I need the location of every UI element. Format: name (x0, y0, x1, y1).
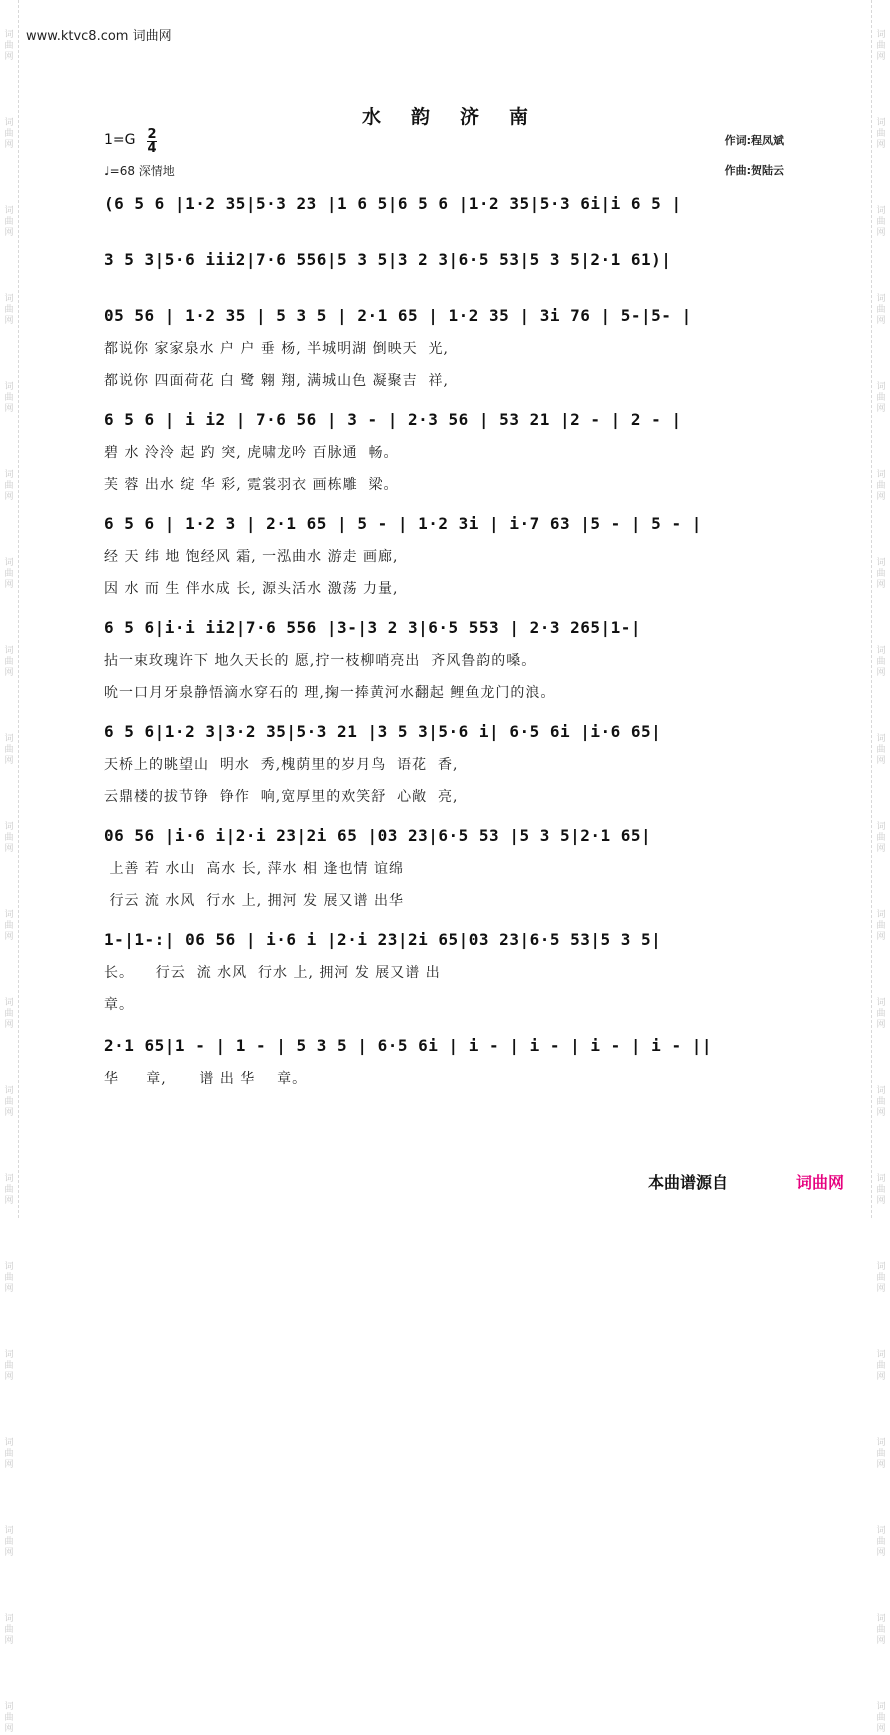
lyric-line: 经 天 纬 地 饱经风 霜, 一泓曲水 游走 画廊, (104, 549, 399, 565)
lyricist-credit: 作词:程凤斌 (724, 134, 784, 147)
music-line-8: 06 56 |i·6 i|2·i 23|2i 65 |03 23|6·5 53 |5 3 5|2·1 65| (104, 826, 652, 845)
left-watermark-strip (0, 0, 19, 1734)
music-line-6: 6 5 6|i·i ii2|7·6 556 |3-|3 2 3|6·5 553 | 2·3 265|1-| (104, 618, 642, 637)
lyric-line: 华 章, 谱 出 华 章。 (104, 1071, 308, 1087)
lyric-line: 上善 若 水山 高水 长, 萍水 相 逢也情 谊绵 (104, 861, 404, 877)
right-watermark-strip (871, 0, 890, 1734)
music-line-4: 6 5 6 | i i2 | 7·6 56 | 3 - | 2·3 56 | 53 21 |2 - | 2 - | (104, 410, 682, 429)
lyric-line: 拈一束玫瑰许下 地久天长的 愿,拧一枝柳哨亮出 齐风鲁韵的嗓。 (104, 653, 537, 669)
time-signature-top: 2 (147, 127, 157, 142)
composer-credit: 作曲:贺陆云 (724, 164, 784, 177)
lyric-line: 碧 水 泠泠 起 趵 突, 虎啸龙吟 百脉通 畅。 (104, 445, 399, 461)
music-line-5: 6 5 6 | 1·2 3 | 2·1 65 | 5 - | 1·2 3i | i·7 63 |5 - | 5 - | (104, 514, 702, 533)
lyric-line: 章。 (104, 997, 134, 1013)
footer-site-name[interactable]: 词曲网 (796, 1173, 845, 1192)
watermark-text: 词 曲 网 词 曲 网 词 曲 网 词 曲 网 词 曲 网 词 曲 网 词 曲 网 词 曲 网 词 曲 网 词 曲 网 词 曲 网 词 曲 网 词 曲 网 词 曲 网 词 曲 网 词 曲 网 词 曲 网 词 曲 网 词 曲 网 词 曲 网 (4, 30, 14, 1734)
source-url: www.ktvc8.com 词曲网 (26, 29, 172, 44)
time-signature (147, 128, 157, 155)
tempo-marking: ♩=68 深情地 (104, 164, 175, 178)
lyric-line: 吮一口月牙泉静悟滴水穿石的 理,掬一捧黄河水翻起 鲤鱼龙门的浪。 (104, 685, 556, 701)
music-line-1: (6 5 6 |1·2 35|5·3 23 |1 6 5|6 5 6 |1·2 35|5·3 6i|i 6 5 | (104, 194, 682, 213)
lyric-line: 因 水 而 生 伴水成 长, 源头活水 激荡 力量, (104, 581, 399, 597)
footer-source-label: 本曲谱源自 (648, 1173, 729, 1192)
lyric-line: 行云 流 水风 行水 上, 拥河 发 展又谱 出华 (104, 893, 404, 909)
lyric-line: 天桥上的眺望山 明水 秀,槐荫里的岁月鸟 语花 香, (104, 757, 459, 773)
music-line-7: 6 5 6|1·2 3|3·2 35|5·3 21 |3 5 3|5·6 i| 6·5 6i |i·6 65| (104, 722, 662, 741)
music-line-2: 3 5 3|5·6 iii2|7·6 556|5 3 5|3 2 3|6·5 53|5 3 5|2·1 61)| (104, 250, 672, 269)
key-signature: 1=G (104, 132, 136, 148)
time-signature-bottom: 4 (147, 141, 157, 156)
watermark-text: 词 曲 网 词 曲 网 词 曲 网 词 曲 网 词 曲 网 词 曲 网 词 曲 网 词 曲 网 词 曲 网 词 曲 网 词 曲 网 词 曲 网 词 曲 网 词 曲 网 词 曲 网 词 曲 网 词 曲 网 词 曲 网 词 曲 网 词 曲 网 (876, 30, 886, 1734)
music-line-10: 2·1 65|1 - | 1 - | 5 3 5 | 6·5 6i | i - | i - | i - | i - || (104, 1036, 712, 1055)
music-line-3: 05 56 | 1·2 35 | 5 3 5 | 2·1 65 | 1·2 35 | 3i 76 | 5-|5- | (104, 306, 692, 325)
lyric-line: 长。 行云 流 水风 行水 上, 拥河 发 展又谱 出 (104, 965, 441, 981)
lyric-line: 都说你 家家泉水 户 户 垂 杨, 半城明湖 倒映天 光, (104, 341, 449, 357)
lyric-line: 都说你 四面荷花 白 鹭 翱 翔, 满城山色 凝聚吉 祥, (104, 373, 449, 389)
lyric-line: 芙 蓉 出水 绽 华 彩, 霓裳羽衣 画栋雕 梁。 (104, 477, 399, 493)
song-title: 水韵济南 (361, 106, 558, 128)
music-line-9: 1-|1-:| 06 56 | i·6 i |2·i 23|2i 65|03 23|6·5 53|5 3 5| (104, 930, 662, 949)
lyric-line: 云鼎楼的拔节铮 铮作 响,宽厚里的欢笑舒 心敞 亮, (104, 789, 459, 805)
